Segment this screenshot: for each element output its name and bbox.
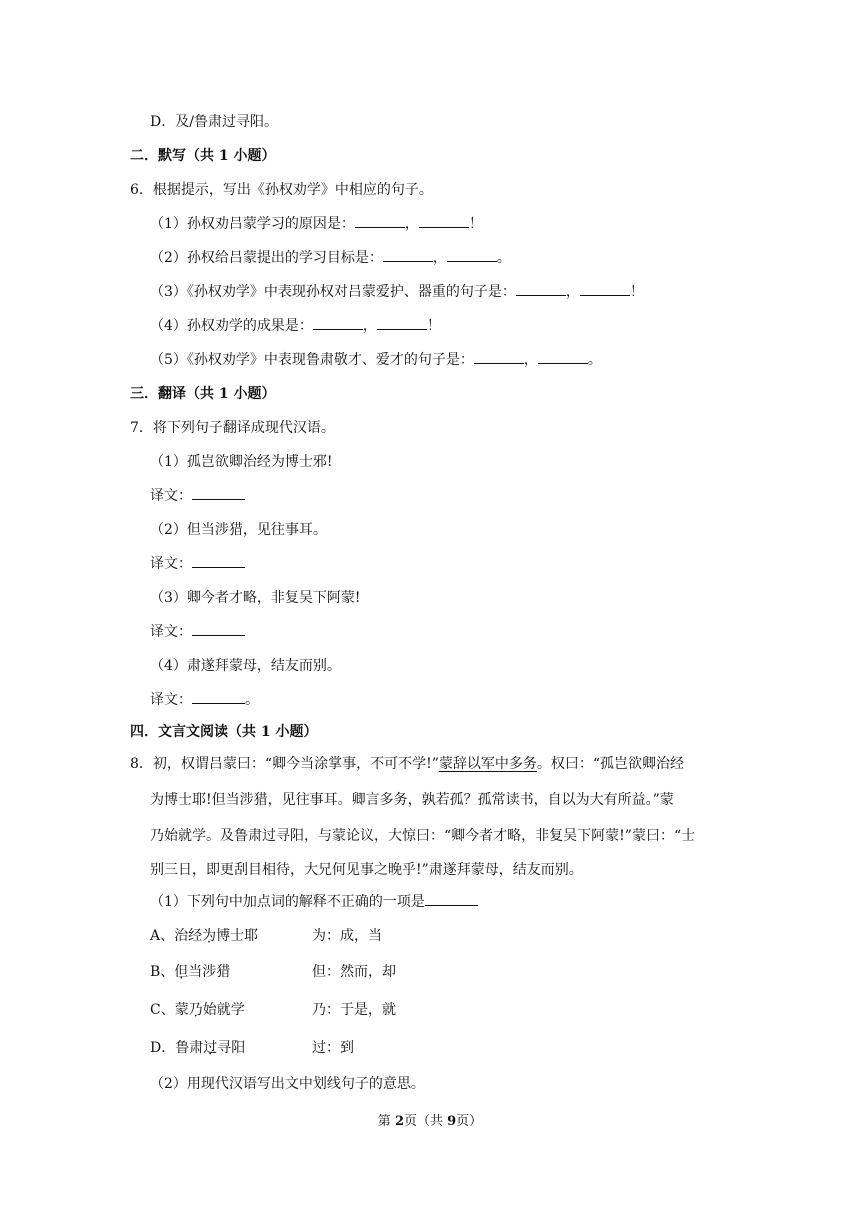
option-c-meaning: 乃：于是，就 [312,1002,396,1018]
option-text: 博士耶 [216,928,259,944]
q7-stem: 7．将下列句子翻译成现代汉语。 [130,420,335,436]
translation-blank[interactable] [192,554,245,568]
separator: ， [432,250,447,266]
answer-blank[interactable] [447,248,497,262]
translation-blank[interactable] [192,486,245,500]
dotted-word: 为 [202,928,217,944]
q8-sub2: （2）用现代汉语写出文中划线句子的意思。 [150,1076,425,1092]
separator: ， [523,352,538,368]
answer-blank[interactable] [538,350,588,364]
option-text: C、蒙 [150,1002,189,1018]
dotted-word: 但 [174,964,189,980]
footer-text: 页） [456,1114,483,1129]
q6-item-3 [150,282,644,302]
dotted-word: 乃 [188,1002,203,1018]
section2-heading: 二．默写（共 1 小题） [130,148,276,164]
passage-text: 。权曰：“孤岂欲卿治经 [536,756,685,772]
underlined-sentence: 蒙辞以军中多务 [438,756,537,772]
option-text: 寻阳 [217,1040,246,1056]
option-d-meaning: 过：到 [312,1040,354,1056]
answer-blank[interactable] [474,350,524,364]
q7-sentence-1: （1）孤岂欲卿治经为博士邪! [150,454,333,470]
translation-line-1 [150,486,245,506]
answer-blank[interactable] [377,316,427,330]
q6-item-1-prefix: （1）孙权劝吕蒙学习的原因是： [150,216,355,232]
punctuation: ！ [629,284,644,300]
q6-stem: 6．根据提示，写出《孙权劝学》中相应的句子。 [130,182,433,198]
q6-item-2-prefix: （2）孙权给吕蒙提出的学习目标是： [150,250,383,266]
answer-blank[interactable] [383,248,433,262]
q8-sub1-text: （1）下列句中加点词的解释不正确的一项是 [150,894,425,910]
option-text: B、 [150,964,175,980]
punctuation: ！ [426,318,441,334]
q5-option-d: D．及/鲁肃过寻阳。 [150,114,278,130]
section4-heading: 四．文言文阅读（共 1 小题） [130,724,318,740]
page-total: 9 [447,1114,457,1129]
separator: ， [404,216,419,232]
answer-blank[interactable] [313,316,363,330]
translation-label: 译文： [150,624,192,640]
q7-sentence-3: （3）卿今者才略，非复吴下阿蒙! [150,590,361,606]
translation-blank[interactable] [192,622,245,636]
option-text: D．鲁肃 [150,1040,204,1056]
q6-item-4 [150,316,441,336]
translation-line-4 [150,690,259,710]
q7-sentence-4: （4）肃遂拜蒙母，结友而别。 [150,658,341,674]
footer-text: 第 [377,1114,395,1129]
separator: ， [565,284,580,300]
option-b-meaning: 但：然而，却 [312,964,396,980]
answer-blank[interactable] [419,214,469,228]
answer-blank[interactable] [425,892,478,906]
option-d-sentence [150,1038,245,1058]
passage-line-2: 为博士耶!但当涉猎，见往事耳。卿言多务，孰若孤？孤常读书，自以为大有所益。”蒙 [150,792,674,808]
page-number: 2 [394,1114,404,1129]
answer-blank[interactable] [580,282,630,296]
translation-line-3 [150,622,245,642]
translation-line-2 [150,554,245,574]
punctuation: 。 [245,692,259,708]
q6-item-3-prefix: （3）《孙权劝学》中表现孙权对吕蒙爱护、器重的句子是： [150,284,516,300]
option-a-sentence [150,926,258,946]
translation-label: 译文： [150,556,192,572]
dotted-word: 过 [203,1040,218,1056]
passage-line-3: 乃始就学。及鲁肃过寻阳，与蒙论议，大惊曰：“卿今者才略，非复吴下阿蒙!”蒙曰：“士 [150,828,696,844]
section3-heading: 三．翻译（共 1 小题） [130,386,276,402]
punctuation: 。 [496,250,511,266]
answer-blank[interactable] [516,282,566,296]
q7-sentence-2: （2）但当涉猎，见往事耳。 [150,522,327,538]
q6-item-2 [150,248,511,268]
q6-item-5-prefix: （5）《孙权劝学》中表现鲁肃敬才、爱才的句子是： [150,352,474,368]
option-text: A、治经 [150,928,203,944]
footer-text: 页（共 [403,1114,448,1129]
separator: ， [362,318,377,334]
punctuation: 。 [587,352,602,368]
option-c-sentence [150,1000,245,1020]
option-text: 始就学 [202,1002,245,1018]
option-text: 当涉猎 [188,964,231,980]
q6-item-5 [150,350,602,370]
option-a-meaning: 为：成，当 [312,928,382,944]
q6-item-4-prefix: （4）孙权劝学的成果是： [150,318,313,334]
translation-label: 译文： [150,488,192,504]
punctuation: ！ [468,216,483,232]
q6-item-1 [150,214,483,234]
passage-text: 8．初，权谓吕蒙曰：“卿今当涂掌事，不可不学!” [130,756,439,772]
answer-blank[interactable] [355,214,405,228]
translation-label: 译文： [150,692,192,708]
page-footer [0,1110,860,1129]
q8-sub1 [150,892,478,912]
translation-blank[interactable] [192,690,245,704]
option-b-sentence [150,962,230,982]
passage-line-4: 别三日，即更刮目相待，大兄何见事之晚乎!”肃遂拜蒙母，结友而别。 [150,862,583,878]
passage-line-1 [130,754,684,774]
